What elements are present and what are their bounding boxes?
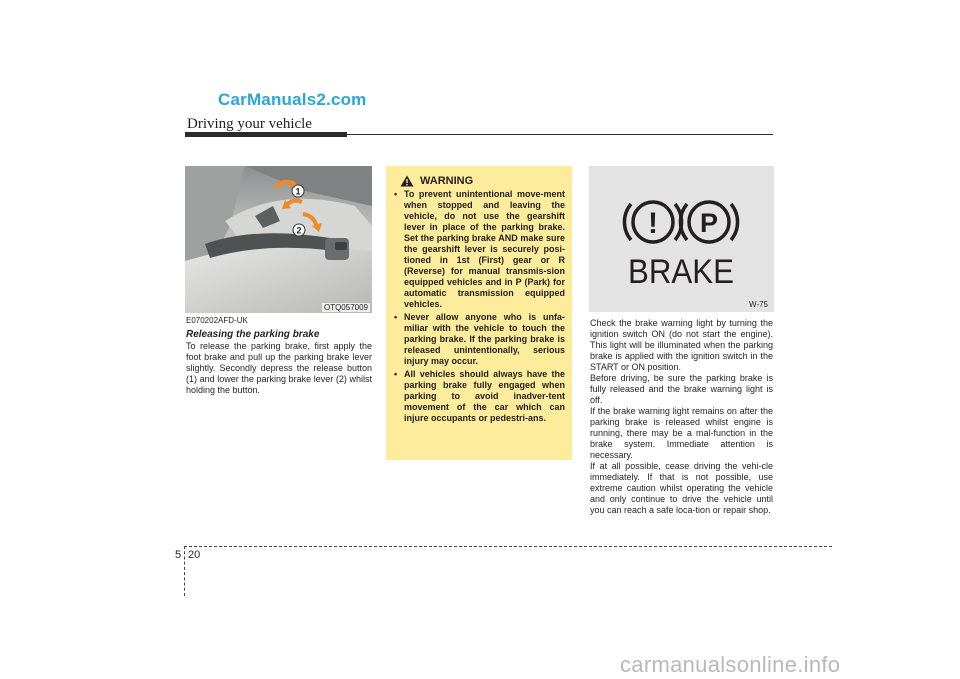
warning-header xyxy=(400,175,565,187)
warning-box xyxy=(386,166,572,460)
paragraph: If at all possible, cease driving the vehi-cle immediately. If that is not possible, use extreme caution whilst operating the vehicle and only continue to drive the vehicle until you can reach a safe loca-tion or repair shop. xyxy=(590,461,773,515)
warning-item: • All vehicles should always have the parking brake fully engaged when parking to avoid inadver-tent movement of the car which can injure occupants or pedestri-ans. xyxy=(394,369,565,423)
watermark-carmanuals2[interactable]: CarManuals2.com xyxy=(218,90,367,109)
callout-1: 1 xyxy=(295,186,301,197)
reference-code: E070202AFD-UK xyxy=(186,316,248,325)
warning-item: • Never allow anyone who is unfa-miliar with the vehicle to touch the parking brake. If the parking brake is released unintentionally, serious injury may occur. xyxy=(394,312,565,366)
watermark-carmanualsonline[interactable]: carmanualsonline.info xyxy=(620,652,841,677)
brake-label: BRAKE xyxy=(628,253,734,291)
warning-triangle-icon xyxy=(400,175,414,187)
callout-2: 2 xyxy=(296,225,302,236)
paragraph: Check the brake warning light by turning the ignition switch ON (do not start the engine). This light will be illuminated when the parking brake is applied with the ignition switch in the START or ON position. xyxy=(590,318,773,372)
title-rule xyxy=(347,134,773,135)
section-title: Driving your vehicle xyxy=(187,116,312,132)
release-instructions: To release the parking brake, first apply the foot brake and pull up the parking brake lever slightly. Secondly depress the release button (1) and lower the parking brake lever (2) whilst holding the button. xyxy=(186,341,372,395)
exclamation-symbol: ! xyxy=(648,207,658,240)
chapter-number: 5 xyxy=(175,549,182,561)
brake-warning-light-panel xyxy=(589,166,774,312)
column-3 xyxy=(590,318,773,516)
paragraph: Before driving, be sure the parking brake is fully released and the brake warning light is off. xyxy=(590,373,773,405)
subheading-releasing-parking-brake: Releasing the parking brake xyxy=(186,329,320,340)
footer-rule xyxy=(184,546,832,547)
parking-brake-illustration xyxy=(185,166,372,313)
park-symbol: P xyxy=(699,208,719,238)
parking-brake-photo xyxy=(185,166,372,313)
footer-vertical-rule xyxy=(184,546,185,596)
paragraph: If the brake warning light remains on after the parking brake is released whilst engine is running, there may be a mal-function in the brake system. Immediate attention is necessary. xyxy=(590,406,773,460)
warning-item: • To prevent unintentional move-ment when stopped and leaving the vehicle, do not use the gearshift lever in place of the parking brake. Set the parking brake AND make sure the gearshift lever is securely posi-tioned in 1st (First) gear or R (Reverse) for manual transmis-sion equipped vehicles and in P (Park) for automatic transmission equipped vehicles. xyxy=(394,189,565,309)
title-bar xyxy=(185,132,347,137)
warning-list xyxy=(394,189,565,424)
page-number: 20 xyxy=(188,549,201,561)
photo-code: OTQ057009 xyxy=(323,303,368,312)
warning-title: WARNING xyxy=(420,175,474,187)
brake-warning-light-icon xyxy=(589,166,774,312)
column-1 xyxy=(186,316,372,396)
light-code: W-75 xyxy=(749,300,768,309)
